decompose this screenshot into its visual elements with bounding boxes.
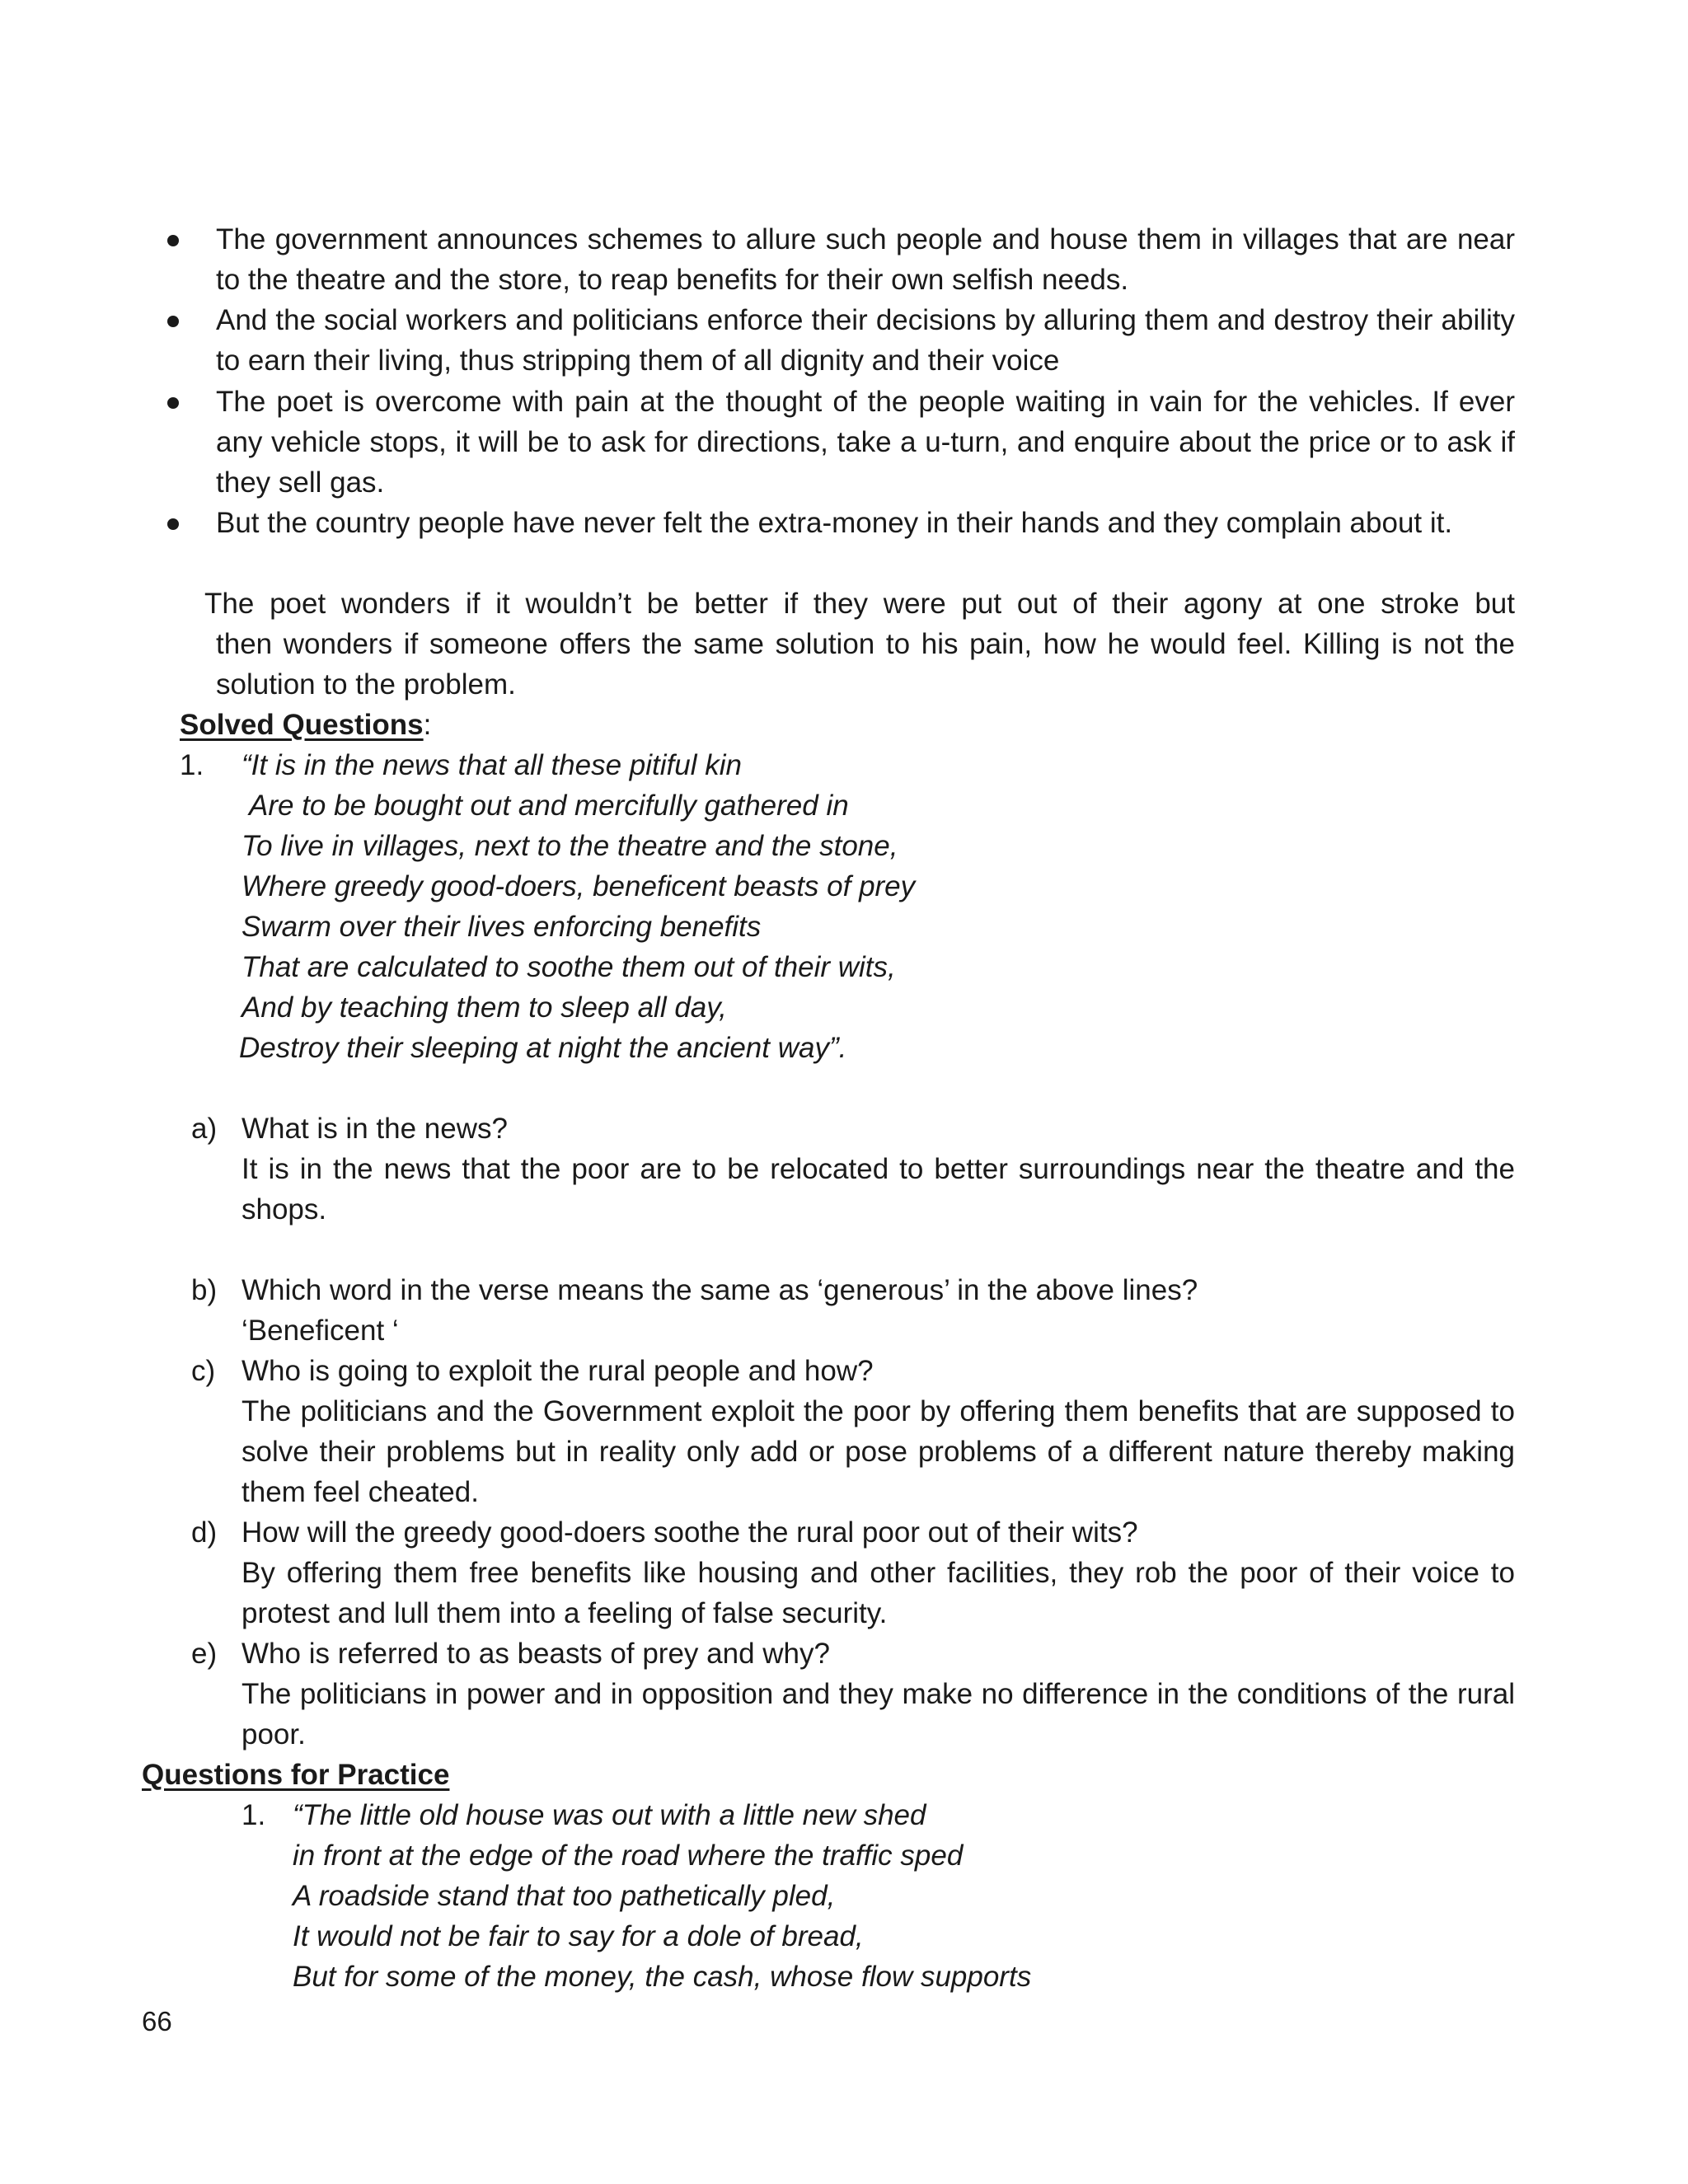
qa-answer: By offering them free benefits like housing and other facilities, they rob the poor of their voice to protest and lull them into a feeling of false security. xyxy=(241,1557,1515,1629)
qa-question: What is in the news? xyxy=(241,1113,508,1145)
qa-label: b) xyxy=(191,1274,218,1306)
poem-line: in front at the edge of the road where the traffic sped xyxy=(293,1840,964,1872)
bullet-dot xyxy=(167,316,179,327)
qa-answer: It is in the news that the poor are to be relocated to better surroundings near the theatre and the shops. xyxy=(241,1153,1515,1226)
bullet-text: And the social workers and politicians enforce their decisions by alluring them and destroy their ability to earn their living, thus stripping them of all dignity and their voice xyxy=(216,304,1515,377)
qa-answer: The politicians in power and in opposition and they make no difference in the conditions of the rural poor. xyxy=(241,1678,1515,1750)
qa-label: c) xyxy=(191,1355,216,1387)
page-number: 66 xyxy=(142,2006,172,2036)
bullet-text: The government announces schemes to allure such people and house them in villages that are near to the theatre and the store, to reap benefits for their own selfish needs. xyxy=(216,223,1515,296)
qa-question: Who is going to exploit the rural people and how? xyxy=(241,1355,874,1387)
poem-line: And by teaching them to sleep all day, xyxy=(241,991,727,1024)
practice-question-number: 1. xyxy=(241,1799,266,1831)
qa-label: e) xyxy=(191,1638,218,1670)
qa-label: a) xyxy=(191,1113,218,1145)
poem-line: A roadside stand that too pathetically pled, xyxy=(293,1880,836,1912)
poem-line: “The little old house was out with a little new shed xyxy=(293,1799,926,1831)
bullet-text: The poet is overcome with pain at the thought of the people waiting in vain for the vehicles. If ever any vehicle stops, it will be to ask for directions, take a u-turn, and enquire about the price or to ask if they sell gas. xyxy=(216,386,1515,499)
poem-line: Are to be bought out and mercifully gathered in xyxy=(249,790,849,822)
poem-line: That are calculated to soothe them out of their wits, xyxy=(241,951,896,983)
qa-answer: The politicians and the Government exploit the poor by offering them benefits that are supposed to solve their problems but in reality only add or pose problems of a different nature thereby making them feel cheated. xyxy=(241,1395,1515,1508)
poem-line: Swarm over their lives enforcing benefits xyxy=(241,911,762,943)
poem-line: Where greedy good-doers, beneficent beasts of prey xyxy=(241,870,916,902)
poem-line: “It is in the news that all these pitiful kin xyxy=(241,749,742,781)
bullet-dot xyxy=(167,235,179,246)
closing-paragraph-rest: then wonders if someone offers the same solution to his pain, how he would feel. Killing is not the solution to the problem. xyxy=(216,628,1515,701)
bullet-dot xyxy=(167,518,179,530)
qa-question: How will the greedy good-doers soothe the rural poor out of their wits? xyxy=(241,1516,1138,1549)
solved-questions-title: Solved Questions xyxy=(180,709,424,741)
qa-label: d) xyxy=(191,1516,218,1549)
poem-line: It would not be fair to say for a dole of bread, xyxy=(293,1920,864,1952)
heading-colon: : xyxy=(423,709,432,741)
poem-line: Destroy their sleeping at night the ancient way”. xyxy=(239,1032,847,1064)
qa-answer: ‘Beneficent ‘ xyxy=(241,1315,399,1347)
bullet-text: But the country people have never felt the extra-money in their hands and they complain about it. xyxy=(216,507,1453,539)
practice-questions-heading: Questions for Practice xyxy=(142,1759,450,1791)
qa-question: Which word in the verse means the same as ‘generous’ in the above lines? xyxy=(241,1274,1198,1306)
qa-question: Who is referred to as beasts of prey and why? xyxy=(241,1638,830,1670)
closing-paragraph-first-line: The poet wonders if it wouldn’t be better if they were put out of their agony at one stroke but xyxy=(204,588,1515,620)
bullet-dot xyxy=(167,397,179,409)
poem-line: But for some of the money, the cash, whose flow supports xyxy=(293,1961,1032,1993)
question-number: 1. xyxy=(180,749,204,781)
solved-questions-heading xyxy=(180,705,431,745)
poem-line: To live in villages, next to the theatre and the stone, xyxy=(241,830,898,862)
